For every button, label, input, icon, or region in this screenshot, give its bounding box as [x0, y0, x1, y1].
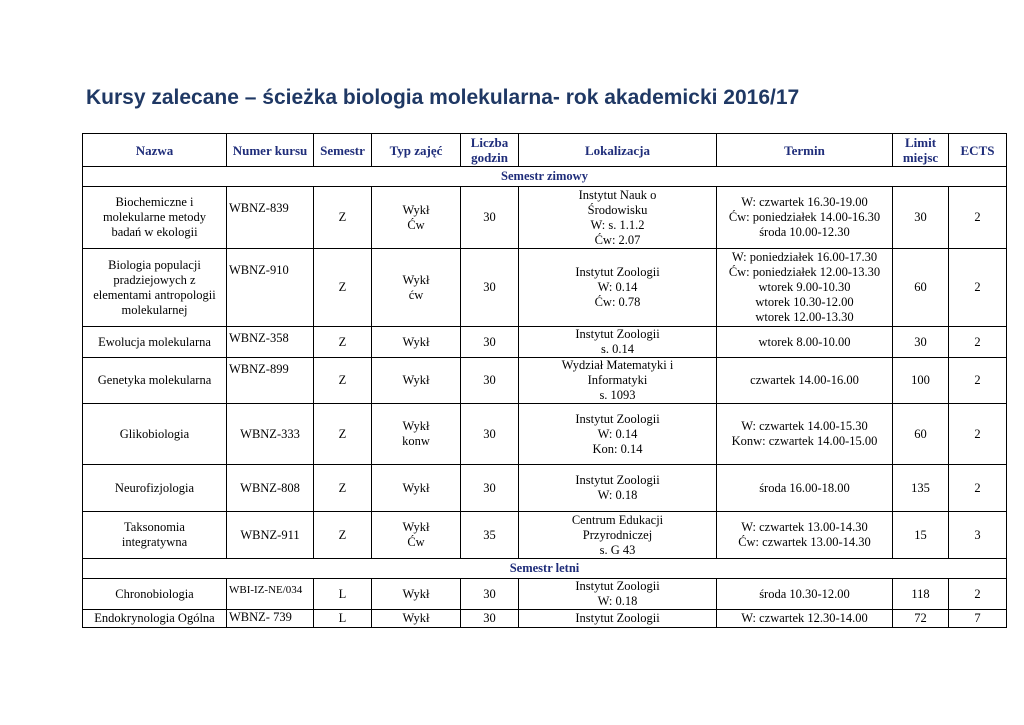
course-hours: 30 [461, 610, 519, 628]
course-ects: 3 [949, 512, 1007, 559]
table-row [83, 512, 1007, 559]
course-type: Wykł Ćw [372, 187, 461, 249]
course-name: Ewolucja molekularna [83, 327, 227, 358]
course-semester: L [314, 610, 372, 628]
course-code: WBNZ-839 [227, 187, 314, 249]
course-ects: 2 [949, 249, 1007, 327]
course-limit: 72 [893, 610, 949, 628]
course-semester: Z [314, 465, 372, 512]
course-term: czwartek 14.00-16.00 [717, 358, 893, 404]
course-location: Instytut Zoologii [519, 610, 717, 628]
table-row [83, 404, 1007, 465]
course-location: Instytut Zoologii W: 0.18 [519, 465, 717, 512]
course-name: Glikobiologia [83, 404, 227, 465]
course-name: Endokrynologia Ogólna [83, 610, 227, 628]
course-type: Wykł Ćw [372, 512, 461, 559]
course-limit: 60 [893, 249, 949, 327]
course-limit: 30 [893, 187, 949, 249]
course-term: środa 10.30-12.00 [717, 579, 893, 610]
course-semester: L [314, 579, 372, 610]
course-term: W: czwartek 16.30-19.00 Ćw: poniedziałek 14.00-16.30 środa 10.00-12.30 [717, 187, 893, 249]
header-class-type: Typ zajęć [372, 134, 461, 167]
course-location: Instytut Zoologii W: 0.18 [519, 579, 717, 610]
course-limit: 135 [893, 465, 949, 512]
table-row [83, 249, 1007, 327]
course-code: WBNZ-911 [227, 512, 314, 559]
course-semester: Z [314, 249, 372, 327]
course-term: W: czwartek 13.00-14.30 Ćw: czwartek 13.00-14.30 [717, 512, 893, 559]
course-type: Wykł [372, 610, 461, 628]
course-semester: Z [314, 187, 372, 249]
course-name: Taksonomia integratywna [83, 512, 227, 559]
course-name: Neurofizjologia [83, 465, 227, 512]
course-code: WBNZ- 739 [227, 610, 314, 628]
course-limit: 60 [893, 404, 949, 465]
table-row [83, 327, 1007, 358]
course-code: WBNZ-808 [227, 465, 314, 512]
header-limit: Limit miejsc [893, 134, 949, 167]
course-code: WBNZ-333 [227, 404, 314, 465]
course-type: Wykł ćw [372, 249, 461, 327]
header-row [83, 134, 1007, 167]
header-hours: Liczba godzin [461, 134, 519, 167]
course-location: Instytut Zoologii s. 0.14 [519, 327, 717, 358]
course-ects: 2 [949, 327, 1007, 358]
course-location: Centrum Edukacji Przyrodniczej s. G 43 [519, 512, 717, 559]
course-location: Instytut Zoologii W: 0.14 Kon: 0.14 [519, 404, 717, 465]
courses-table [82, 133, 1007, 628]
course-code: WBNZ-899 [227, 358, 314, 404]
header-term: Termin [717, 134, 893, 167]
course-hours: 30 [461, 579, 519, 610]
course-code: WBI-IZ-NE/034 [227, 579, 314, 610]
semester-label: Semestr zimowy [83, 167, 1007, 187]
course-limit: 15 [893, 512, 949, 559]
page-title: Kursy zalecane – ścieżka biologia molekularna- rok akademicki 2016/17 [86, 86, 800, 109]
semester-section-row [83, 167, 1007, 187]
course-name: Chronobiologia [83, 579, 227, 610]
course-type: Wykł [372, 465, 461, 512]
table-row [83, 358, 1007, 404]
course-type: Wykł [372, 327, 461, 358]
semester-section-row [83, 559, 1007, 579]
header-name: Nazwa [83, 134, 227, 167]
table-row [83, 465, 1007, 512]
course-location: Instytut Nauk o Środowisku W: s. 1.1.2 Ćw: 2.07 [519, 187, 717, 249]
header-location: Lokalizacja [519, 134, 717, 167]
course-code: WBNZ-910 [227, 249, 314, 327]
header-ects: ECTS [949, 134, 1007, 167]
table-row [83, 187, 1007, 249]
course-hours: 30 [461, 404, 519, 465]
course-name: Genetyka molekularna [83, 358, 227, 404]
course-hours: 30 [461, 358, 519, 404]
table-row [83, 610, 1007, 628]
table-row [83, 579, 1007, 610]
course-term: W: czwartek 14.00-15.30 Konw: czwartek 14.00-15.00 [717, 404, 893, 465]
course-semester: Z [314, 327, 372, 358]
course-type: Wykł [372, 358, 461, 404]
course-hours: 35 [461, 512, 519, 559]
course-term: W: czwartek 12.30-14.00 [717, 610, 893, 628]
header-semester: Semestr [314, 134, 372, 167]
course-semester: Z [314, 404, 372, 465]
course-location: Instytut Zoologii W: 0.14 Ćw: 0.78 [519, 249, 717, 327]
course-type: Wykł [372, 579, 461, 610]
course-type: Wykł konw [372, 404, 461, 465]
course-semester: Z [314, 512, 372, 559]
course-limit: 100 [893, 358, 949, 404]
header-course-code: Numer kursu [227, 134, 314, 167]
course-ects: 7 [949, 610, 1007, 628]
course-limit: 30 [893, 327, 949, 358]
course-ects: 2 [949, 187, 1007, 249]
course-ects: 2 [949, 579, 1007, 610]
course-term: środa 16.00-18.00 [717, 465, 893, 512]
course-ects: 2 [949, 465, 1007, 512]
course-location: Wydział Matematyki i Informatyki s. 1093 [519, 358, 717, 404]
course-semester: Z [314, 358, 372, 404]
course-hours: 30 [461, 465, 519, 512]
course-hours: 30 [461, 249, 519, 327]
course-ects: 2 [949, 358, 1007, 404]
course-name: Biologia populacji pradziejowych z elementami antropologii molekularnej [83, 249, 227, 327]
course-ects: 2 [949, 404, 1007, 465]
course-term: wtorek 8.00-10.00 [717, 327, 893, 358]
course-term: W: poniedziałek 16.00-17.30 Ćw: poniedziałek 12.00-13.30 wtorek 9.00-10.30 wtorek 10.30-12.00 wtorek 12.00-13.30 [717, 249, 893, 327]
semester-label: Semestr letni [83, 559, 1007, 579]
course-hours: 30 [461, 327, 519, 358]
course-name: Biochemiczne i molekularne metody badań w ekologii [83, 187, 227, 249]
course-hours: 30 [461, 187, 519, 249]
course-code: WBNZ-358 [227, 327, 314, 358]
course-limit: 118 [893, 579, 949, 610]
